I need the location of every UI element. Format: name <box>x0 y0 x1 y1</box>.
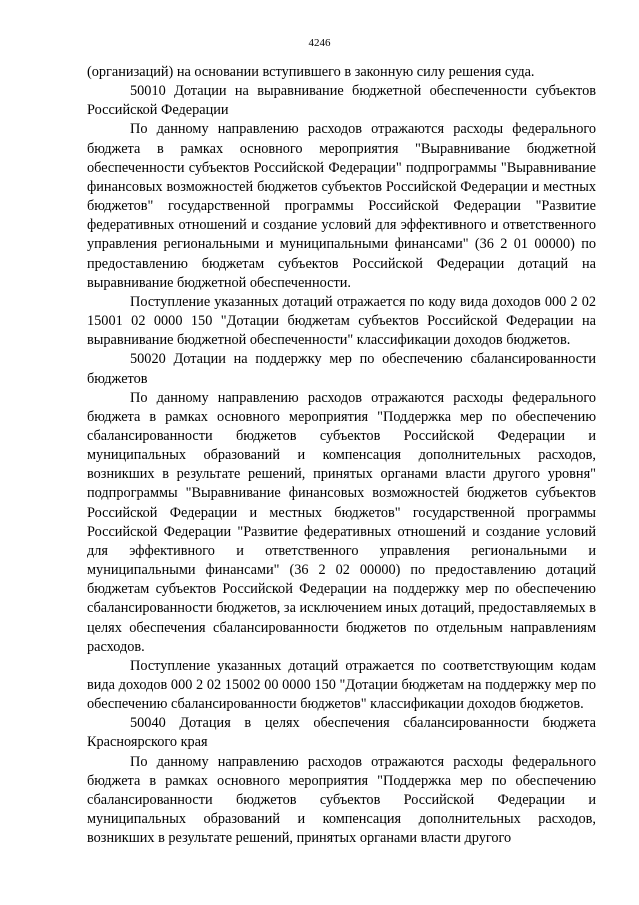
paragraph: Поступление указанных дотаций отражается по коду вида доходов 000 2 02 15001 02 0000 150 "Дотации бюджетам субъектов Российской Федерации на выравнивание бюджетной обеспеченности" классификации доходов бюджетов. <box>87 293 596 349</box>
document-body <box>87 63 596 848</box>
paragraph: По данному направлению расходов отражаются расходы федерального бюджета в рамках основного мероприятия "Выравнивание бюджетной обеспеченности субъектов Российской Федерации" подпрограммы "Выравнивание финансовых возможностей бюджетов субъектов Российской Федерации и местных бюджетов" государственной программы Российской Федерации "Развитие федеративных отношений и создание условий для эффективного и ответственного управления региональными и муниципальными финансами" (36 2 01 00000) по предоставлению бюджетам субъектов Российской Федерации дотаций на выравнивание бюджетной обеспеченности. <box>87 121 596 291</box>
paragraph: По данному направлению расходов отражаются расходы федерального бюджета в рамках основного мероприятия "Поддержка мер по обеспечению сбалансированности бюджетов субъектов Российской Федерации и муниципальных образований и компенсация дополнительных расходов, возникших в результате решений, принятых органами власти другого <box>87 753 596 847</box>
paragraph-heading: 50020 Дотации на поддержку мер по обеспечению сбалансированности бюджетов <box>87 351 596 387</box>
paragraph-heading: 50010 Дотации на выравнивание бюджетной обеспеченности субъектов Российской Федерации <box>87 83 596 119</box>
paragraph: Поступление указанных дотаций отражается по соответствующим кодам вида доходов 000 2 02 15002 00 0000 150 "Дотации бюджетам на поддержку мер по обеспечению сбалансированности бюджетов" классификации доходов бюджетов. <box>87 657 596 713</box>
paragraph: (организаций) на основании вступившего в законную силу решения суда. <box>87 64 535 80</box>
paragraph: По данному направлению расходов отражаются расходы федерального бюджета в рамках основного мероприятия "Поддержка мер по обеспечению сбалансированности бюджетов субъектов Российской Федерации и муниципальных образований и компенсация дополнительных расходов, возникших в результате решений, принятых органами власти другого уровня" подпрограммы "Выравнивание финансовых возможностей бюджетов субъектов Российской Федерации и местных бюджетов" государственной программы Российской Федерации "Развитие федеративных отношений и создание условий для эффективного и ответственного управления региональными и муниципальными финансами" (36 2 02 00000) по предоставлению дотаций бюджетам субъектов Российской Федерации на поддержку мер по обеспечению сбалансированности бюджетов, за исключением иных дотаций, предоставляемых в целях обеспечения сбалансированности бюджетов по отдельным направлениям расходов. <box>87 389 596 655</box>
page-number: 4246 <box>308 37 331 49</box>
paragraph-heading: 50040 Дотация в целях обеспечения сбалансированности бюджета Красноярского края <box>87 715 596 751</box>
